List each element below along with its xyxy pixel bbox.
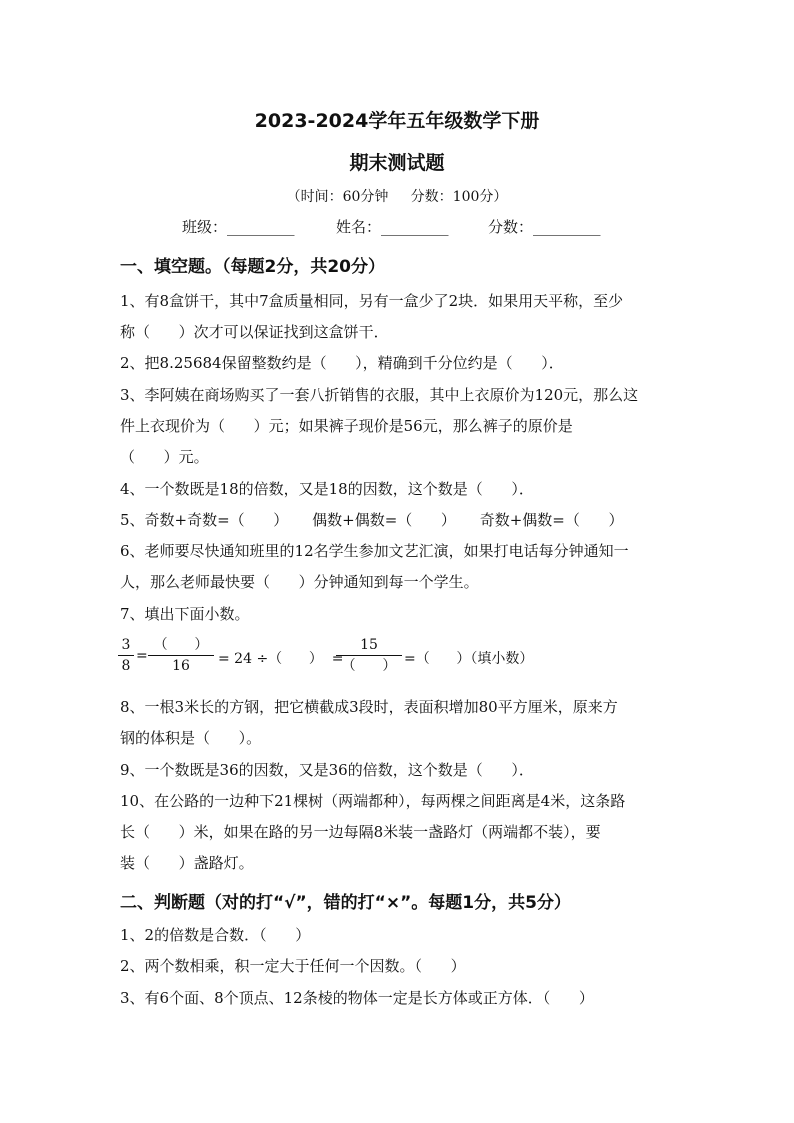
score-field: 分数：_________ (488, 218, 601, 236)
question-line: 1、有8盒饼干，其中7盒质量相同，另有一盒少了2块．如果用天平称，至少 (120, 292, 624, 310)
question-line: 7、填出下面小数。 (120, 605, 250, 623)
question-line: 长（ ）米，如果在路的另一边每隔8米装一盏路灯（两端都不装），要 (120, 823, 601, 841)
question-line: 9、一个数既是36的因数，又是36的倍数，这个数是（ ）． (120, 761, 534, 779)
section-1-heading: 一、填空题。（每题2分，共20分） (120, 257, 385, 277)
question-line: 2、两个数相乘，积一定大于任何一个因数。（ ） (120, 957, 466, 975)
fraction-numerator: 3 (121, 637, 131, 653)
division-expression: = 24 ÷（ ） = (218, 651, 344, 667)
question-line: 4、一个数既是18的倍数，又是18的因数，这个数是（ ）． (120, 480, 534, 498)
exam-meta: （时间：60分钟 分数：100分） (286, 189, 508, 205)
fraction-numerator: 15 (360, 637, 378, 653)
name-field: 姓名：_________ (336, 218, 449, 236)
equals-sign: = (136, 648, 148, 664)
fraction-denominator: （ ） (341, 658, 397, 674)
section-2-heading: 二、判断题（对的打“√”，错的打“×”。每题1分，共5分） (120, 893, 571, 913)
question-line: 8、一根3米长的方钢，把它横截成3段时，表面积增加80平方厘米，原来方 (120, 698, 618, 716)
fraction-bar (148, 655, 214, 656)
question-line: 1、2的倍数是合数．（ ） (120, 926, 311, 944)
decimal-answer: =（ ）（填小数） (404, 651, 534, 667)
question-line: 件上衣现价为（ ）元；如果裤子现价是56元，那么裤子的原价是 (120, 417, 573, 435)
fraction-15-blank (336, 636, 402, 675)
question-line: 2、把8.25684保留整数约是（ ），精确到千分位约是（ ）． (120, 354, 564, 372)
question-line: 人，那么老师最快要（ ）分钟通知到每一个学生。 (120, 573, 479, 591)
question-line: 10、在公路的一边种下21棵树（两端都种），每两棵之间距离是4米，这条路 (120, 792, 626, 810)
question-line: 装（ ）盏路灯。 (120, 854, 254, 872)
question-line: 钢的体积是（ ）。 (120, 729, 262, 747)
question-line: 5、奇数+奇数=（ ） 偶数+偶数=（ ） 奇数+偶数=（ ） (120, 511, 624, 529)
fraction-denominator: 16 (172, 658, 190, 674)
exam-subtitle: 期末测试题 (349, 152, 445, 174)
class-field: 班级：_________ (182, 218, 295, 236)
fraction-3-8 (118, 636, 134, 675)
question-line: （ ）元。 (120, 448, 209, 466)
question-line: 3、李阿姨在商场购买了一套八折销售的衣服，其中上衣原价为120元，那么这 (120, 386, 639, 404)
fraction-denominator: 8 (121, 658, 131, 674)
fraction-numerator: （ ） (153, 637, 209, 653)
question-line: 3、有6个面、8个顶点、12条棱的物体一定是长方体或正方体．（ ） (120, 989, 594, 1007)
exam-title: 2023-2024学年五年级数学下册 (254, 110, 540, 132)
question-line: 6、老师要尽快通知班里的12名学生参加文艺汇演，如果打电话每分钟通知一 (120, 542, 629, 560)
fraction-blank-16 (148, 636, 214, 675)
fraction-bar (336, 655, 402, 656)
fraction-bar (118, 655, 134, 656)
question-line: 称（ ）次才可以保证找到这盒饼干． (120, 323, 389, 341)
